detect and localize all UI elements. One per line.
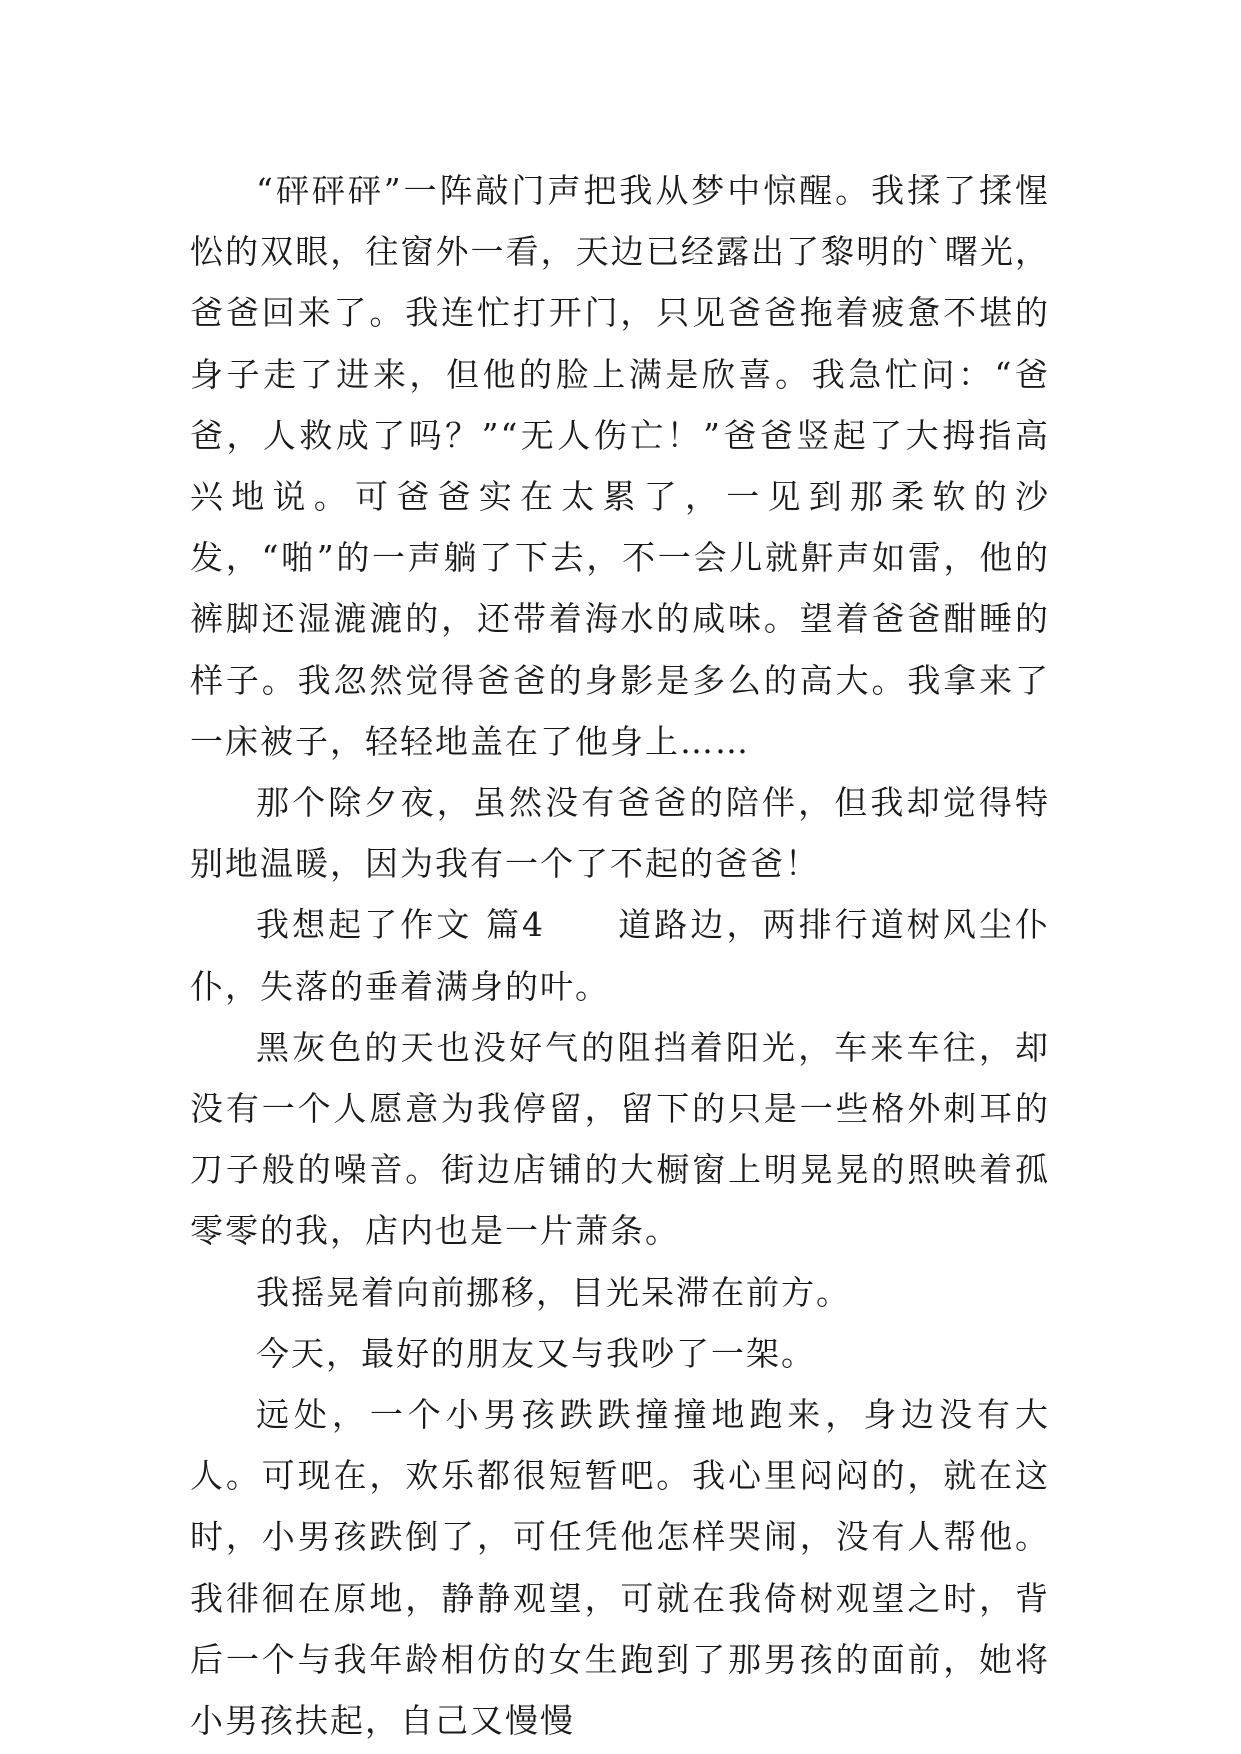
paragraph-2: 那个除夕夜，虽然没有爸爸的陪伴，但我却觉得特别地温暖，因为我有一个了不起的爸爸！ [190,783,1050,884]
paragraph-6: 今天，最好的朋友又与我吵了一架。 [256,1333,816,1373]
paragraph-5: 我摇晃着向前挪移，目光呆滞在前方。 [256,1272,851,1312]
paragraph-7: 远处，一个小男孩跌跌撞撞地跑来，身边没有大人。可现在，欢乐都很短暂吧。我心里闷闷的，就在这时，小男孩跌倒了，可任凭他怎样哭闹，没有人帮他。我徘徊在原地，静静观望，可就在我倚树观望之时，背后一个与我年龄相仿的女生跑到了那男孩的面前，她将小男孩扶起，自己又慢慢 [190,1395,1050,1741]
body-text [190,160,1050,1751]
paragraph-1: “砰砰砰”一阵敲门声把我从梦中惊醒。我揉了揉惺忪的双眼，往窗外一看，天边已经露出了黎明的`曙光，爸爸回来了。我连忙打开门，只见爸爸拖着疲惫不堪的身子走了进来，但他的脸上满是欣喜。我急忙问：“爸爸，人救成了吗？”“无人伤亡！”爸爸竖起了大拇指高兴地说。可爸爸实在太累了，一见到那柔软的沙发，“啪”的一声躺了下去，不一会儿就鼾声如雷，他的裤脚还湿漉漉的，还带着海水的咸味。望着爸爸酣睡的样子。我忽然觉得爸爸的身影是多么的高大。我拿来了一床被子，轻轻地盖在了他身上…… [190,171,1050,761]
paragraph-3: 我想起了作文 篇4 道路边，两排行道树风尘仆仆，失落的垂着满身的叶。 [190,905,1050,1006]
paragraph-4: 黑灰色的天也没好气的阻挡着阳光，车来车往，却没有一个人愿意为我停留，留下的只是一些格外刺耳的刀子般的噪音。街边店铺的大橱窗上明晃晃的照映着孤零零的我，店内也是一片萧条。 [190,1027,1050,1251]
